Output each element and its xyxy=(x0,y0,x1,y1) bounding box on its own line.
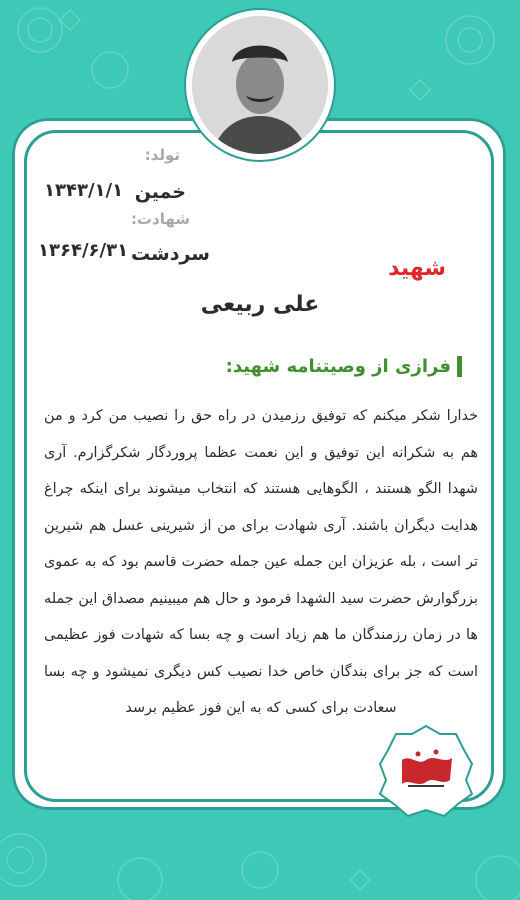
martyr-photo-frame xyxy=(186,10,334,160)
shahid-title: شهید xyxy=(388,256,446,281)
navid-shahed-logo-icon xyxy=(378,724,474,820)
will-text: خدارا شکر میکنم که توفیق رزمیدن در راه حق را نصیب من کرد و من هم به شکرانه این توفیق و این نعمت عظما پروردگار شکرگزارم. آری شهدا الگو هستند ، الگوهایی هستند که انتخاب میشوند برای اینکه چراغ هدایت دیگران باشند. آری شهادت برای من از شیرینی عسل هم شیرین تر است ، بله عزیزان این جمله عین جمله حضرت قاسم بود که به عموی بزرگوارش حضرت سید الشهدا فرمود و حال هم میبینیم مصداق این جمله ها در زمان رزمندگان ما هم زیاد است و چه بسا که شهادت فوز عظیمی است که جز برای بندگان خاص خدا نصیب کس دیگری نمیشود و چه بسا سعادت برای کسی که به این فوز عظیم برسد xyxy=(44,408,478,716)
birth-date: ۱۳۴۳/۱/۱ xyxy=(44,180,124,201)
martyrdom-date: ۱۳۶۴/۶/۳۱ xyxy=(38,240,129,261)
will-heading: فرازی از وصیتنامه شهید: xyxy=(226,356,462,377)
martyr-photo xyxy=(192,16,328,154)
birth-place: خمین xyxy=(134,181,186,203)
martyr-name: علی ربیعی xyxy=(200,292,320,317)
birth-label: تولد: xyxy=(144,146,180,164)
martyrdom-label: شهادت: xyxy=(130,210,190,228)
martyrdom-place: سردشت xyxy=(130,243,210,265)
